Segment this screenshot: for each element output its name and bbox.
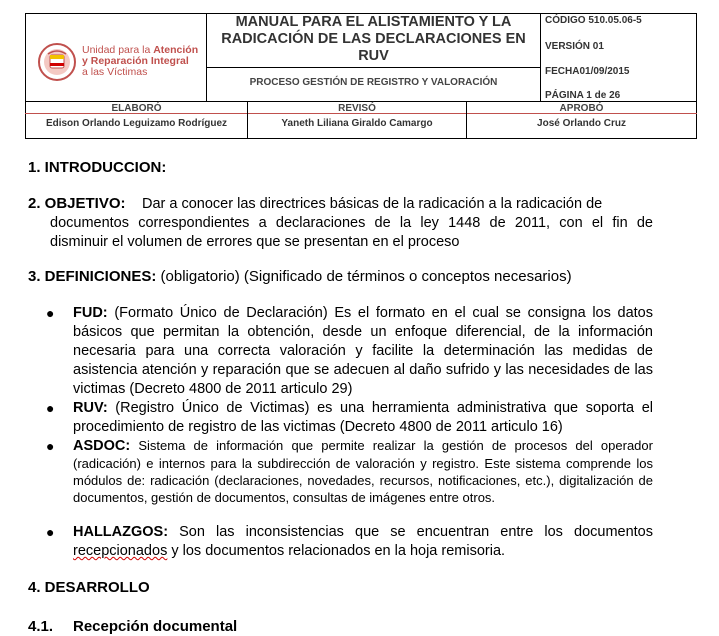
logo-text: Unidad para la Atención y Reparación Integral a las Víctimas bbox=[82, 44, 199, 78]
definition-term: RUV: bbox=[73, 400, 108, 416]
bullet-icon: ● bbox=[46, 438, 55, 454]
definition-text: (Registro Único de Victimas) es una herramienta administrativa que soporta el procedimiento de registro de las victimas (Decreto 4800 de 2011 articulo 16) bbox=[73, 400, 653, 435]
bullet-icon: ● bbox=[46, 305, 55, 321]
subsection-recepcion-documental: Recepción documental bbox=[73, 618, 238, 635]
definition-text: Sistema de información que permite realizar la gestión de procesos del operador (radicación) e internos para la subdirección de valoración y registro. Este sistema comprende los módulos de: radicación (declaraciones, novedades, recursos, notificaciones, etc.), digitalización de documentos, gestión de documentos, consultas de imágenes entre otros. bbox=[73, 438, 653, 505]
aprobo-name: José Orlando Cruz bbox=[537, 118, 626, 129]
bullet-icon: ● bbox=[46, 400, 55, 416]
document-date: FECHA01/09/2015 bbox=[545, 66, 630, 77]
definition-ruv bbox=[73, 399, 653, 437]
definition-term: ASDOC: bbox=[73, 438, 131, 454]
definition-text: y los documentos relacionados en la hoja remisoria. bbox=[171, 543, 506, 559]
definition-text: Son las inconsistencias que se encuentran entre los documentos bbox=[179, 524, 653, 540]
section-desarrollo: 4. DESARROLLO bbox=[28, 579, 150, 596]
definition-term: FUD: bbox=[73, 305, 108, 321]
bullet-icon: ● bbox=[46, 524, 55, 540]
objetivo-line-2: documentos correspondientes a declaraciones de la ley 1448 de 2011, con el fin de bbox=[50, 215, 653, 231]
definiciones-note: (obligatorio) (Significado de términos o conceptos necesarios) bbox=[160, 268, 572, 285]
subsection-number: 4.1. bbox=[28, 618, 54, 635]
document-version: VERSIÓN 01 bbox=[545, 41, 604, 52]
reviso-label: REVISÓ bbox=[338, 103, 376, 114]
misspelled-word: recepcionados bbox=[73, 543, 168, 559]
definition-term: HALLAZGOS: bbox=[73, 524, 169, 540]
reviso-name: Yaneth Liliana Giraldo Camargo bbox=[281, 118, 433, 129]
section-introduccion: 1. INTRODUCCION: bbox=[28, 159, 167, 176]
definition-asdoc bbox=[73, 437, 653, 506]
definiciones-heading: 3. DEFINICIONES: bbox=[28, 268, 157, 285]
elaboro-label: ELABORÓ bbox=[111, 103, 162, 114]
section-definiciones bbox=[28, 268, 572, 286]
colombia-seal-icon bbox=[37, 42, 77, 82]
page-number: PÁGINA 1 de 26 bbox=[545, 90, 621, 101]
document-code: CÓDIGO 510.05.06-5 bbox=[545, 15, 642, 26]
objetivo-line-1: Dar a conocer las directrices básicas de la radicación a la radicación de bbox=[142, 196, 603, 212]
definition-fud bbox=[73, 304, 653, 399]
definition-hallazgos bbox=[73, 523, 653, 561]
objetivo-line-3: disminuir el volumen de errores que se presentan en el proceso bbox=[50, 234, 460, 250]
definition-text: (Formato Único de Declaración) Es el formato en el cual se consigna los datos básicos que permitan la obtención, desde un enfoque diferencial, de la información necesaria para una correcta valoración y facilite la determinación las medidas de asistencia atención y reparación que se adecuen al daño sufrido y las necesidades de las victimas (Decreto 4800 de 2011 articulo 29) bbox=[73, 305, 654, 397]
section-objetivo-heading: 2. OBJETIVO: bbox=[28, 195, 126, 212]
document-title: MANUAL PARA EL ALISTAMIENTO Y LA RADICACIÓN DE LAS DECLARACIONES EN RUV bbox=[221, 14, 526, 64]
elaboro-name: Edison Orlando Leguizamo Rodríguez bbox=[45, 118, 228, 129]
process-name: PROCESO GESTIÓN DE REGISTRO Y VALORACIÓN bbox=[249, 77, 498, 88]
aprobo-label: APROBÓ bbox=[559, 103, 604, 114]
